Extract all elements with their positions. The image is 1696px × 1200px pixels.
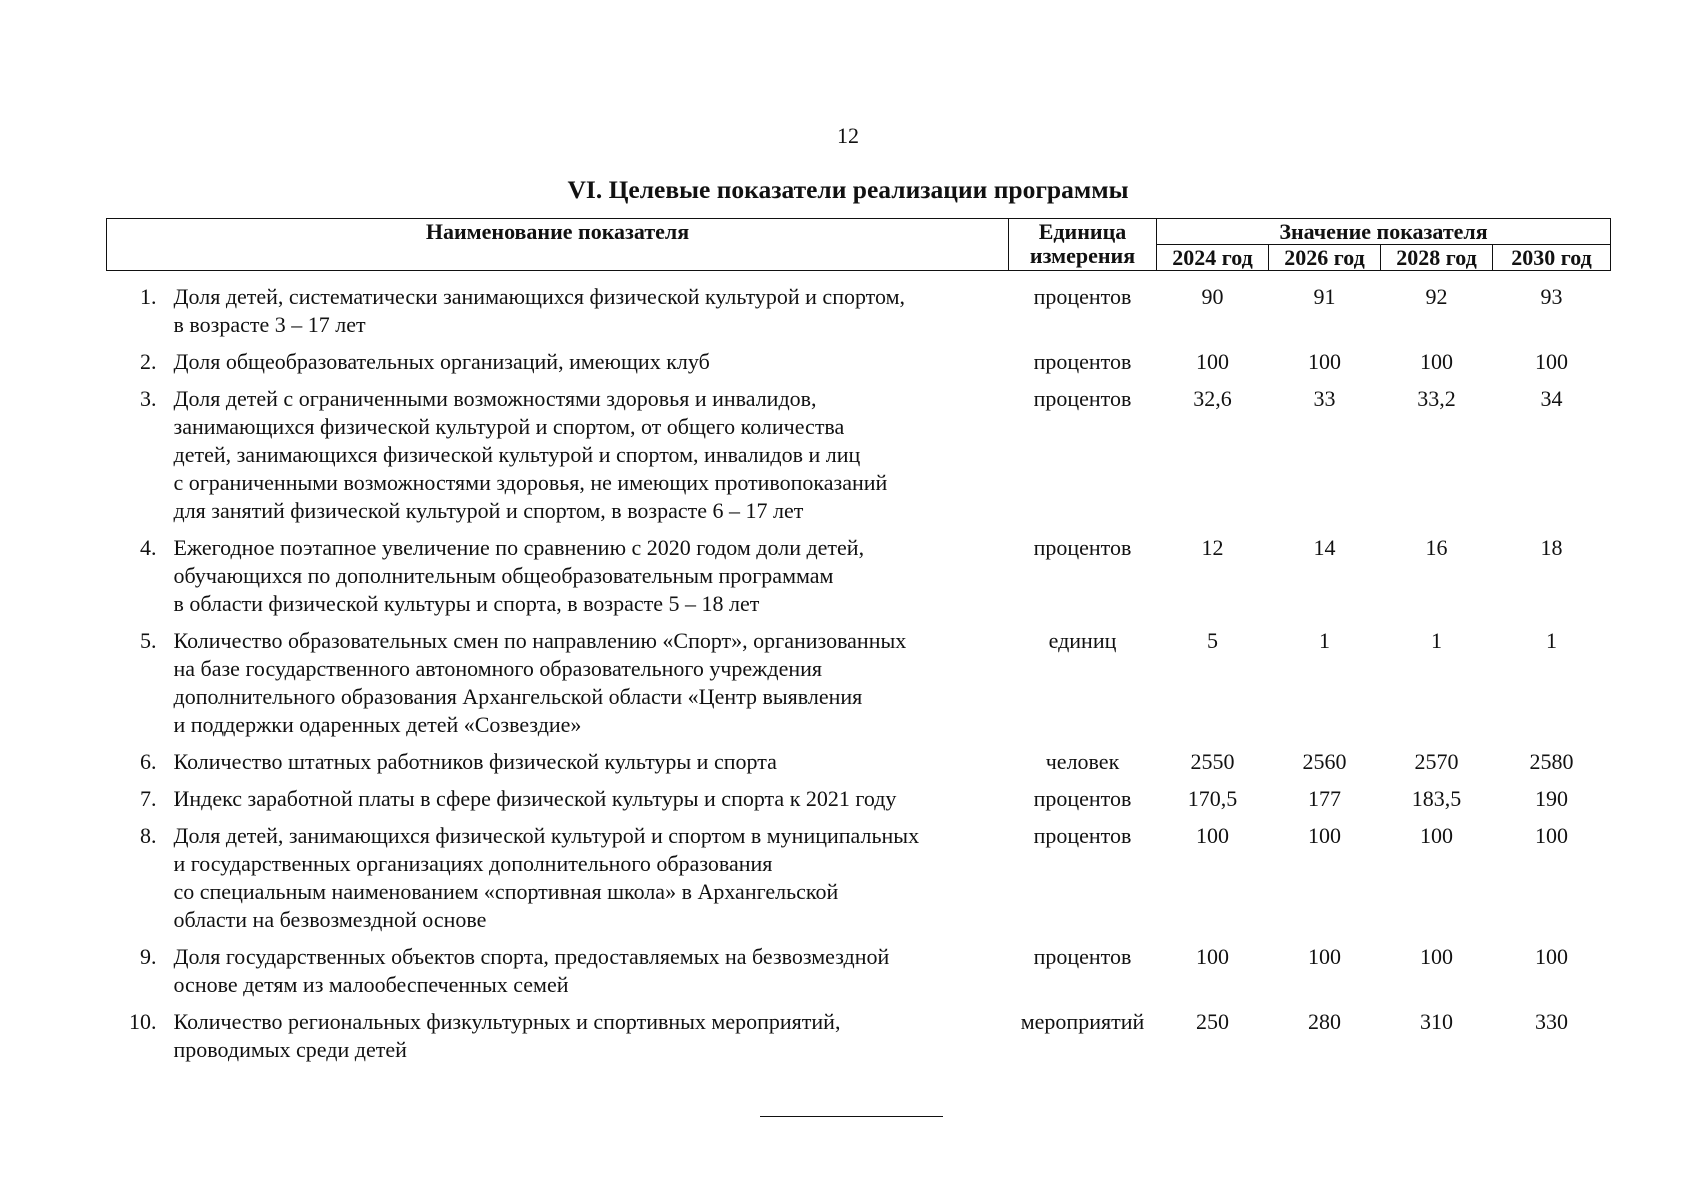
header-value-group: Значение показателя (1157, 219, 1611, 245)
row-number: 10. (129, 1009, 157, 1034)
indicator-name-line: и поддержки одаренных детей «Созвездие» (173, 712, 582, 737)
indicator-name (167, 385, 1009, 534)
page-number: 12 (837, 123, 859, 148)
indicator-name-line: Ежегодное поэтапное увеличение по сравнению с 2020 годом доли детей, (173, 535, 865, 560)
indicator-value: 100 (1420, 944, 1453, 969)
indicator-name-line: для занятий физической культурой и спортом, в возрасте 6 – 17 лет (173, 498, 804, 523)
indicator-name-line: дополнительного образования Архангельской области «Центр выявления (173, 684, 863, 709)
unit-of-measure: процентов (1033, 823, 1132, 848)
indicator-name-line: со специальным наименованием «спортивная школа» в Архангельской (173, 879, 839, 904)
indicator-value: 16 (1425, 535, 1448, 560)
indicator-value: 100 (1308, 944, 1341, 969)
indicator-name-line: основе детям из малообеспеченных семей (173, 972, 569, 997)
indicator-value: 33 (1313, 386, 1336, 411)
indicator-name-line: на базе государственного автономного образовательного учреждения (173, 656, 823, 681)
unit-of-measure: единиц (1048, 628, 1117, 653)
indicator-value: 100 (1308, 349, 1341, 374)
indicator-name-line: занимающихся физической культурой и спортом, от общего количества (173, 414, 845, 439)
table-row (107, 271, 1611, 349)
indicator-name-line: обучающихся по дополнительным общеобразовательным программам (173, 563, 834, 588)
indicator-name-line: с ограниченными возможностями здоровья, не имеющих противопоказаний (173, 470, 888, 495)
indicator-name-line: проводимых среди детей (173, 1037, 407, 1062)
table-row (107, 1008, 1611, 1073)
table-row (107, 822, 1611, 943)
indicator-name (167, 748, 1009, 785)
indicator-name-line: Количество региональных физкультурных и спортивных мероприятий, (173, 1009, 841, 1034)
indicator-name-line: Доля детей, занимающихся физической культурой и спортом в муниципальных (173, 823, 920, 848)
unit-of-measure: процентов (1033, 944, 1132, 969)
indicator-name-line: в возрасте 3 – 17 лет (173, 312, 366, 337)
header-unit-line2: измерения (1029, 243, 1136, 268)
indicator-name-line: детей, занимающихся физической культурой и спортом, инвалидов и лиц (173, 442, 861, 467)
indicator-value: 33,2 (1417, 386, 1456, 411)
indicator-value: 100 (1535, 349, 1568, 374)
indicator-value: 34 (1540, 386, 1563, 411)
header-year: 2024 год (1157, 245, 1269, 271)
indicator-value: 93 (1540, 284, 1563, 309)
indicator-name-line: Доля государственных объектов спорта, предоставляемых на безвозмездной (173, 944, 890, 969)
unit-of-measure: процентов (1033, 786, 1132, 811)
footer-rule (760, 1116, 943, 1117)
unit-of-measure: процентов (1033, 349, 1132, 374)
indicator-name-line: в области физической культуры и спорта, в возрасте 5 – 18 лет (173, 591, 760, 616)
indicator-value: 1 (1431, 628, 1442, 653)
table-row (107, 785, 1611, 822)
indicator-value: 100 (1420, 349, 1453, 374)
indicator-name (167, 627, 1009, 748)
unit-of-measure: человек (1045, 749, 1120, 774)
table-row (107, 534, 1611, 627)
row-number: 1. (140, 284, 157, 309)
indicator-value: 2550 (1190, 749, 1235, 774)
indicator-value: 100 (1420, 823, 1453, 848)
indicator-name (167, 822, 1009, 943)
row-number: 2. (140, 349, 157, 374)
indicator-name (167, 271, 1009, 349)
indicator-value: 330 (1535, 1009, 1568, 1034)
indicator-value: 100 (1535, 823, 1568, 848)
indicator-value: 100 (1308, 823, 1341, 848)
row-number: 4. (140, 535, 157, 560)
indicator-value: 183,5 (1411, 786, 1462, 811)
indicator-value: 12 (1201, 535, 1224, 560)
indicator-value: 280 (1308, 1009, 1341, 1034)
header-year: 2028 год (1381, 245, 1493, 271)
indicator-value: 100 (1535, 944, 1568, 969)
table-header (107, 219, 1611, 271)
table-row (107, 385, 1611, 534)
row-number: 7. (140, 786, 157, 811)
indicator-value: 92 (1425, 284, 1448, 309)
indicator-value: 32,6 (1193, 386, 1232, 411)
indicator-value: 14 (1313, 535, 1336, 560)
table-body (107, 271, 1611, 1074)
indicator-name-line: Доля детей, систематически занимающихся физической культурой и спортом, (173, 284, 906, 309)
header-year: 2030 год (1493, 245, 1611, 271)
indicator-name (167, 348, 1009, 385)
indicator-name (167, 1008, 1009, 1073)
indicator-name-line: области на безвозмездной основе (173, 907, 487, 932)
section-title: VI. Целевые показатели реализации программы (567, 175, 1129, 204)
indicator-value: 91 (1313, 284, 1336, 309)
indicator-value: 1 (1546, 628, 1557, 653)
row-number: 8. (140, 823, 157, 848)
indicator-name-line: Количество штатных работников физической культуры и спорта (173, 749, 777, 774)
table-row (107, 748, 1611, 785)
indicator-name-line: Доля детей с ограниченными возможностями здоровья и инвалидов, (173, 386, 817, 411)
indicator-name-line: Доля общеобразовательных организаций, имеющих клуб (173, 349, 710, 374)
header-indicator-name: Наименование показателя (107, 219, 1009, 271)
table-row (107, 943, 1611, 1008)
table-row (107, 627, 1611, 748)
table-row (107, 348, 1611, 385)
indicator-value: 2570 (1414, 749, 1459, 774)
row-number: 5. (140, 628, 157, 653)
header-unit-line1: Единица (1038, 219, 1127, 244)
indicator-value: 100 (1196, 944, 1229, 969)
header-year: 2026 год (1269, 245, 1381, 271)
indicator-name-line: Количество образовательных смен по направлению «Спорт», организованных (173, 628, 907, 653)
indicators-table (106, 218, 1611, 1073)
indicator-name-line: и государственных организациях дополнительного образования (173, 851, 773, 876)
indicator-value: 1 (1319, 628, 1330, 653)
indicator-value: 90 (1201, 284, 1224, 309)
indicator-value: 2580 (1529, 749, 1574, 774)
indicator-value: 250 (1196, 1009, 1229, 1034)
indicator-value: 5 (1207, 628, 1218, 653)
indicator-value: 190 (1535, 786, 1568, 811)
unit-of-measure: мероприятий (1020, 1009, 1145, 1034)
indicator-value: 18 (1540, 535, 1563, 560)
unit-of-measure: процентов (1033, 284, 1132, 309)
indicator-value: 2560 (1302, 749, 1347, 774)
header-unit (1009, 219, 1157, 271)
indicator-value: 177 (1308, 786, 1341, 811)
indicator-value: 100 (1196, 349, 1229, 374)
row-number: 3. (140, 386, 157, 411)
indicator-value: 310 (1420, 1009, 1453, 1034)
indicator-name (167, 785, 1009, 822)
indicator-value: 100 (1196, 823, 1229, 848)
unit-of-measure: процентов (1033, 386, 1132, 411)
indicator-name (167, 943, 1009, 1008)
row-number: 6. (140, 749, 157, 774)
indicator-value: 170,5 (1187, 786, 1238, 811)
indicator-name-line: Индекс заработной платы в сфере физической культуры и спорта к 2021 году (173, 786, 897, 811)
unit-of-measure: процентов (1033, 535, 1132, 560)
indicator-name (167, 534, 1009, 627)
row-number: 9. (140, 944, 157, 969)
